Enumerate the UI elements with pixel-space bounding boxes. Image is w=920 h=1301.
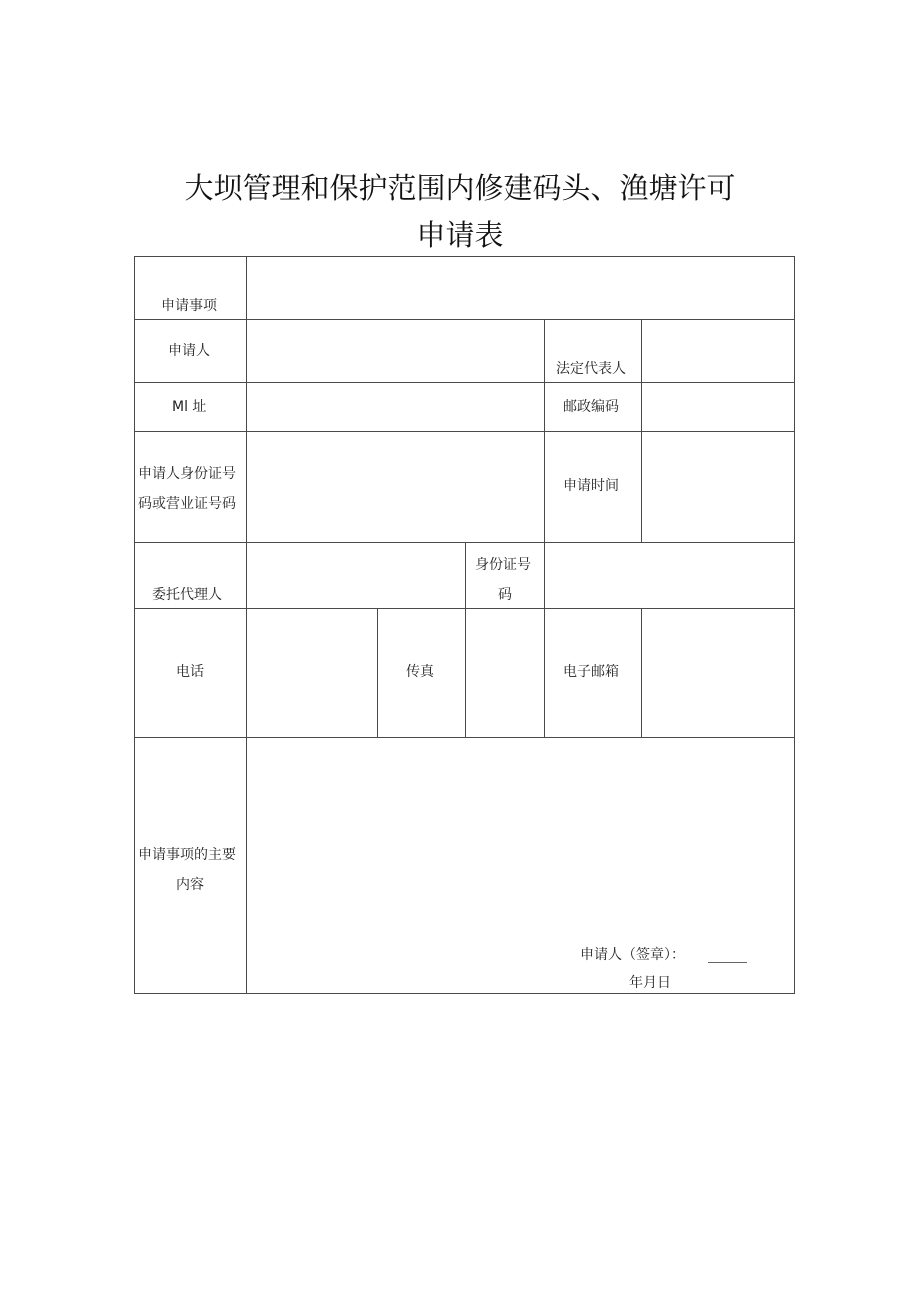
agent-field[interactable] [247, 543, 465, 608]
application-item-field[interactable] [247, 257, 794, 319]
email-field[interactable] [642, 609, 794, 737]
date-label: 年月日 [629, 975, 671, 991]
phone-field[interactable] [247, 609, 377, 737]
form-title-line-1: 大坝管理和保护范围内修建码头、渔塘许可 [184, 171, 736, 205]
postcode-field[interactable] [642, 383, 794, 431]
apply-time-field[interactable] [642, 432, 794, 542]
column-divider [544, 608, 545, 738]
id-number-field[interactable] [247, 432, 544, 542]
id-number-label-line-2: 码或营业证号码 [138, 496, 236, 512]
table-border-right [794, 256, 795, 994]
postcode-label: 邮政编码 [563, 399, 619, 415]
agent-id-field[interactable] [545, 543, 794, 608]
apply-time-label: 申请时间 [563, 478, 619, 494]
email-label: 电子邮箱 [563, 664, 619, 680]
column-divider [544, 319, 545, 543]
id-number-label-line-1: 申请人身份证号 [138, 466, 236, 482]
fax-field[interactable] [466, 609, 544, 737]
application-item-label: 申请事项 [161, 298, 217, 314]
form-title-line-2: 申请表 [416, 218, 504, 252]
main-content-field[interactable] [247, 738, 794, 938]
agent-label: 委托代理人 [152, 587, 222, 603]
applicant-label: 申请人 [168, 343, 210, 359]
address-label: Ml 址 [172, 399, 207, 415]
signature-line[interactable] [708, 962, 747, 963]
legal-representative-label: 法定代表人 [556, 361, 626, 377]
table-border-bottom [134, 993, 795, 994]
phone-label: 电话 [176, 664, 204, 680]
legal-representative-field[interactable] [642, 320, 794, 382]
fax-label: 传真 [406, 664, 434, 680]
main-content-label-line-2: 内容 [176, 877, 204, 893]
column-divider [377, 608, 378, 738]
main-content-label-line-1: 申请事项的主要 [138, 847, 236, 863]
table-border-left [134, 256, 135, 994]
signature-label: 申请人（签章）： [580, 947, 685, 963]
agent-id-label-line-2: 码 [498, 587, 512, 603]
agent-id-label-line-1: 身份证号 [475, 557, 531, 573]
address-field[interactable] [247, 383, 544, 431]
applicant-field[interactable] [247, 320, 544, 382]
